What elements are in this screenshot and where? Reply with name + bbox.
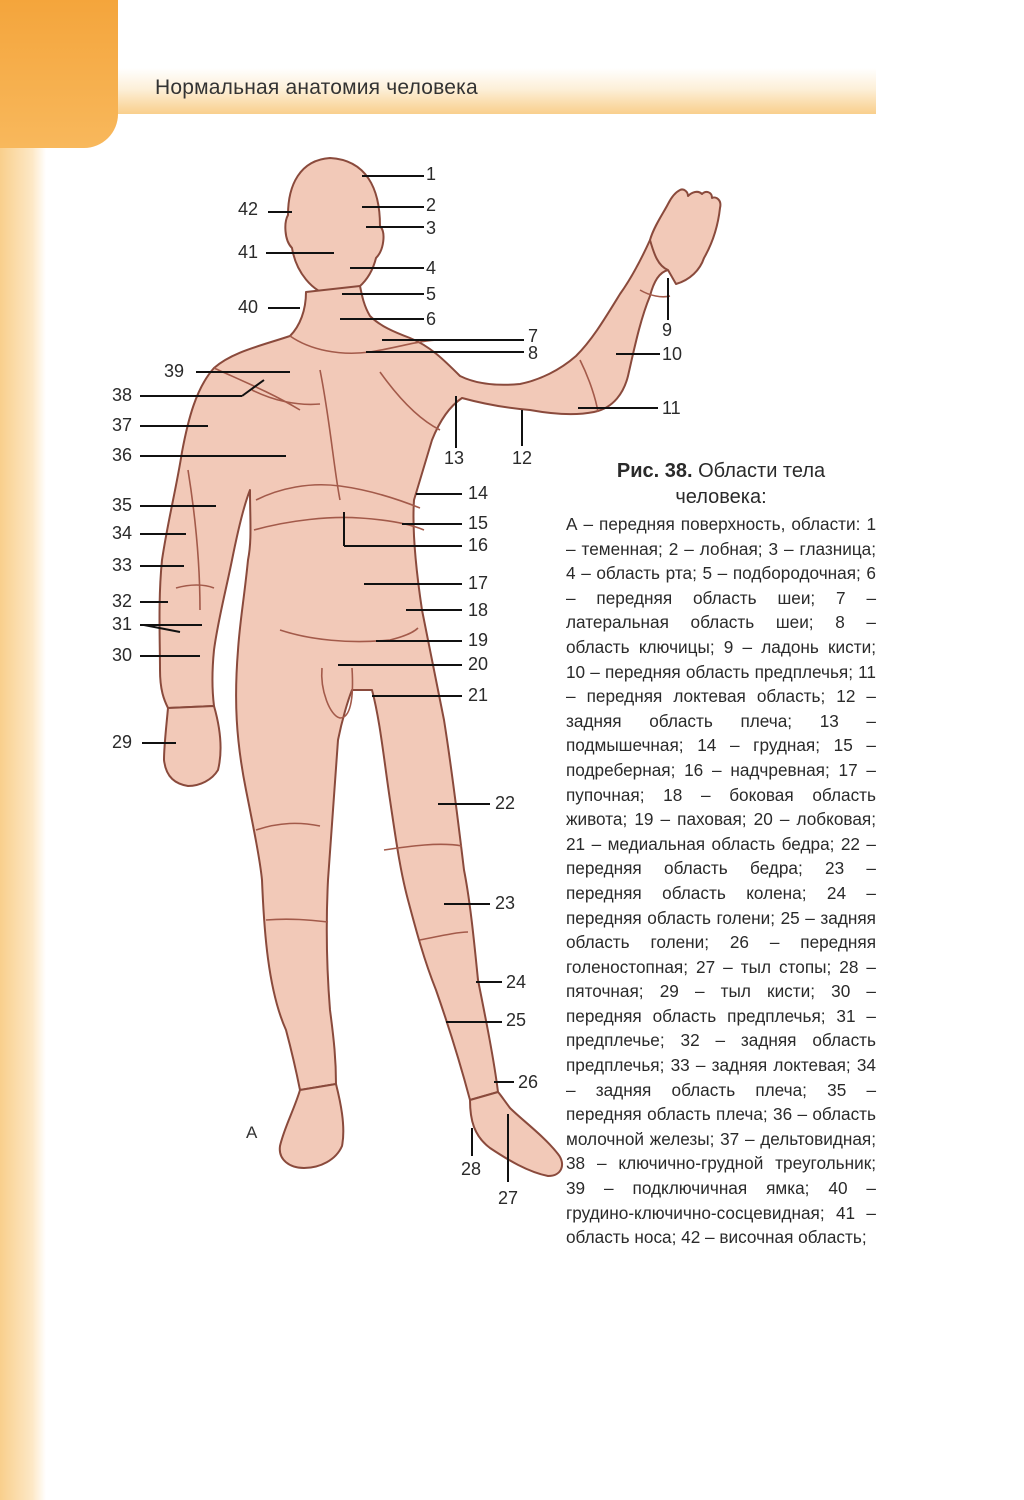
label-27: 27	[498, 1188, 519, 1208]
label-6: 6	[426, 309, 437, 329]
label-38: 38	[112, 385, 133, 405]
label-30: 30	[112, 645, 133, 665]
label-40: 40	[238, 297, 259, 317]
label-18: 18	[468, 600, 489, 620]
label-28: 28	[461, 1159, 482, 1179]
label-16: 16	[468, 535, 489, 555]
right-foot-shape	[470, 1092, 562, 1176]
figure-caption	[566, 458, 876, 1250]
label-9: 9	[662, 320, 673, 340]
label-14: 14	[468, 483, 489, 503]
label-41: 41	[238, 242, 259, 262]
label-20: 20	[468, 654, 489, 674]
label-12: 12	[512, 448, 533, 468]
label-10: 10	[662, 344, 683, 364]
label-24: 24	[506, 972, 527, 992]
label-32: 32	[112, 591, 133, 611]
caption-heading	[566, 458, 876, 510]
label-5: 5	[426, 284, 437, 304]
label-7: 7	[528, 326, 539, 346]
label-29: 29	[112, 732, 133, 752]
label-8: 8	[528, 343, 539, 363]
label-37: 37	[112, 415, 133, 435]
caption-fig-number: Рис. 38.	[616, 460, 693, 482]
label-39: 39	[164, 361, 185, 381]
lowered-hand-shape	[164, 706, 221, 786]
label-26: 26	[518, 1072, 539, 1092]
label-25: 25	[506, 1010, 527, 1030]
label-13: 13	[444, 448, 465, 468]
caption-body: А – передняя поверхность, области: 1 – теменная; 2 – лобная; 3 – глазница; 4 – область рта; 5 – подбородочная; 6 – передняя область шеи; 7 – латеральная область шеи; 8 – область ключицы; 9 – ладонь кисти; 10 – передняя область предплечья; 11 – передняя локтевая область; 12 – задняя область плеча; 13 – подмышечная; 14 – грудная; 15 – подреберная; 16 – надчревная; 17 – пупочная; 18 – боковая область живота; 19 – паховая; 20 – лобковая; 21 – медиальная область бедра; 22 – передняя область бедра; 23 – передняя область колена; 24 – передняя область голени; 25 – задняя область голени; 26 – передняя голеностопная; 27 – тыл стопы; 28 – пяточная; 29 – тыл кисти; 30 – передняя область предплечья; 31 – предплечье; 32 – задняя область предплечья; 33 – задняя локтевая; 34 – задняя область плеча; 35 – передняя область плеча; 36 – область молочной железы; 37 – дельтовидная; 38 – ключично-грудной треугольник; 39 – подключичная ямка; 40 – грудино-ключично-сосцевидная; 41 – область носа; 42 – височная область;	[566, 514, 876, 1248]
label-35: 35	[112, 495, 133, 515]
label-34: 34	[112, 523, 133, 543]
left-foot-shape	[280, 1084, 344, 1168]
label-17: 17	[468, 573, 489, 593]
label-19: 19	[468, 630, 489, 650]
label-42: 42	[238, 199, 259, 219]
view-letter-a: А	[246, 1123, 258, 1142]
caption-fig-title-line1: Области тела	[698, 460, 826, 482]
label-23: 23	[495, 893, 516, 913]
label-1: 1	[426, 164, 437, 184]
label-2: 2	[426, 195, 437, 215]
label-11: 11	[662, 398, 681, 418]
label-36: 36	[112, 445, 133, 465]
label-21: 21	[468, 685, 489, 705]
label-3: 3	[426, 218, 437, 238]
caption-fig-title-line2: человека:	[675, 486, 767, 508]
label-31: 31	[112, 614, 133, 634]
label-15: 15	[468, 513, 489, 533]
label-33: 33	[112, 555, 133, 575]
label-22: 22	[495, 793, 516, 813]
running-header-title: Нормальная анатомия человека	[155, 76, 478, 99]
label-4: 4	[426, 258, 437, 278]
